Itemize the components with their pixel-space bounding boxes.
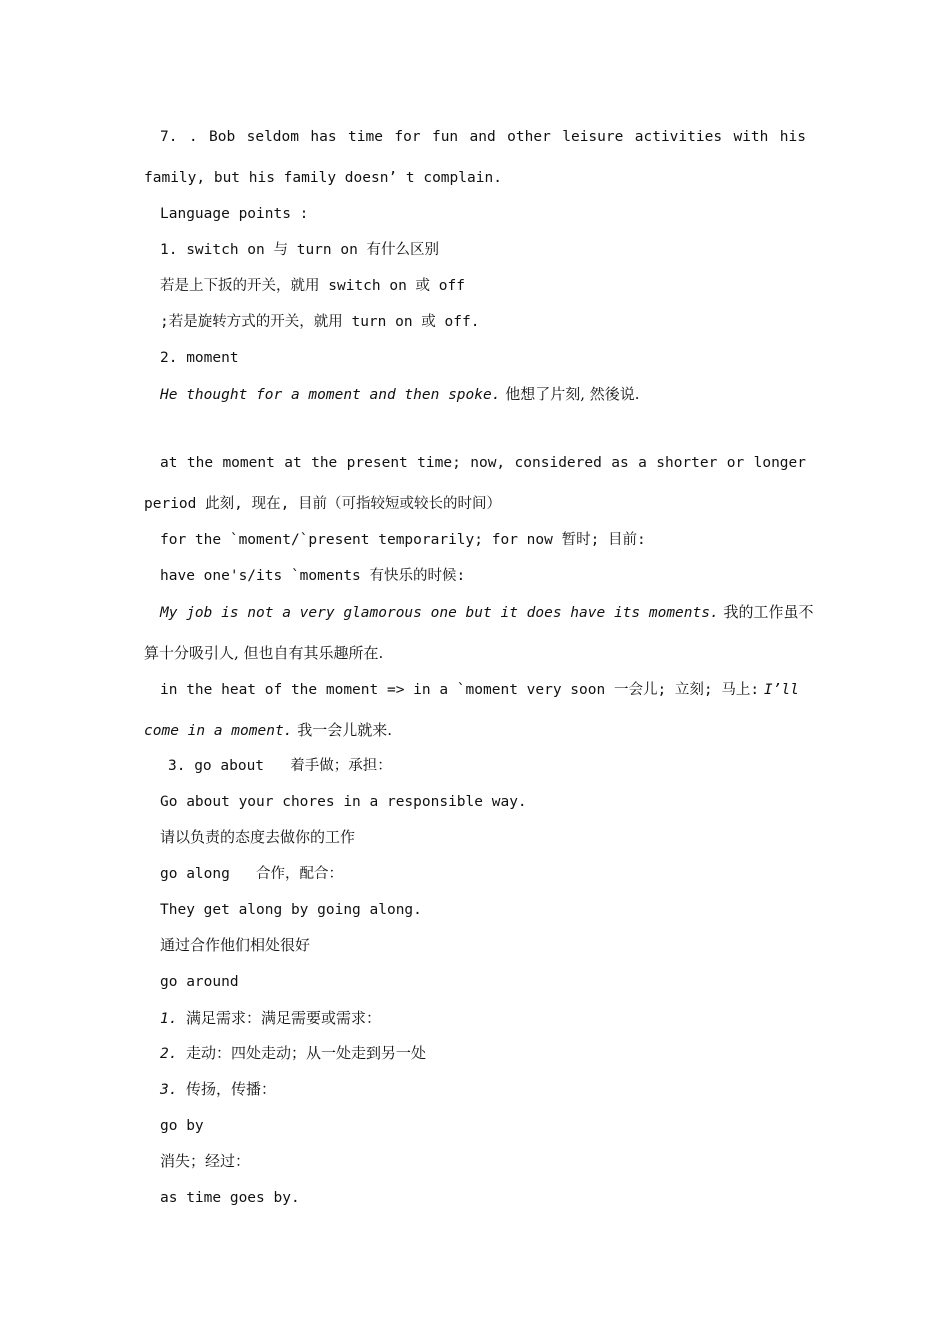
go-around-item-2: [160, 1043, 426, 1064]
point1-title: 1. switch on 与 turn on 有什么区别: [160, 242, 440, 258]
go-along-title: go along 合作，配合：: [160, 866, 344, 882]
go-by-title: go by: [160, 1118, 204, 1134]
go-around-item-2-num: 2.: [160, 1046, 178, 1062]
go-around-item-3-num: 3.: [160, 1082, 178, 1098]
moment-example-zh: 他想了片刻, 然後说.: [505, 385, 640, 403]
go-around-item-1-text: 满足需求：满足需要或需求：: [186, 1009, 382, 1027]
heat-example-en: come in a moment.: [144, 723, 293, 739]
point3-title: 3. go about 着手做；承担：: [168, 758, 392, 774]
job-example-en: My job is not a very glamorous one but it does have its moments.: [160, 605, 719, 621]
go-around-title: go around: [160, 974, 239, 990]
moment-example-en: He thought for a moment and then spoke.: [160, 387, 501, 403]
item7-line1: 7. . Bob seldom has time for fun and other leisure activities with his: [160, 129, 806, 145]
at-the-moment-line2: period 此刻, 现在, 目前（可指较短或较长的时间）: [144, 496, 502, 512]
heat-example-zh: 我一会儿就来.: [297, 721, 392, 739]
for-the-moment-line: for the `moment/`present temporarily; for now 暂时; 目前:: [160, 532, 646, 548]
go-about-example-zh: 请以负责的态度去做你的工作: [160, 828, 356, 846]
go-along-example-en: They get along by going along.: [160, 902, 422, 918]
go-around-item-3: [160, 1079, 276, 1100]
heat-of-moment-text: in the heat of the moment => in a `moment very soon 一会儿; 立刻; 马上:: [160, 682, 760, 698]
job-example-zh-cont: 算十分吸引人, 但也自有其乐趣所在.: [144, 644, 384, 662]
go-by-zh: 消失；经过：: [160, 1152, 251, 1170]
language-points-label: Language points :: [160, 206, 309, 222]
go-by-example-en: as time goes by.: [160, 1190, 300, 1206]
heat-example-line2: [144, 720, 392, 741]
go-around-item-1-num: 1.: [160, 1011, 178, 1027]
at-the-moment-line1: at the moment at the present time; now, considered as a shorter or longer: [160, 455, 806, 471]
have-moments-line: have one's/its `moments 有快乐的时候:: [160, 568, 466, 584]
point2-title: 2. moment: [160, 350, 239, 366]
go-around-item-1: [160, 1008, 381, 1029]
job-example-line: [160, 602, 814, 623]
job-example-zh: 我的工作虽不: [723, 603, 814, 621]
go-along-example-zh: 通过合作他们相处很好: [160, 936, 311, 954]
go-around-item-2-text: 走动：四处走动；从一处走到另一处: [186, 1044, 427, 1062]
heat-example-start: I’ll: [763, 682, 799, 698]
go-about-example-en: Go about your chores in a responsible way.: [160, 794, 527, 810]
go-around-item-3-text: 传扬，传播：: [186, 1080, 277, 1098]
point1-line1: 若是上下扳的开关，就用 switch on 或 off: [160, 278, 465, 294]
point1-line2: ;若是旋转方式的开关，就用 turn on 或 off.: [160, 314, 480, 330]
moment-example-line: [160, 384, 640, 405]
item7-line2: family, but his family doesn’ t complain.: [144, 170, 502, 186]
heat-of-moment-line: [160, 679, 799, 700]
